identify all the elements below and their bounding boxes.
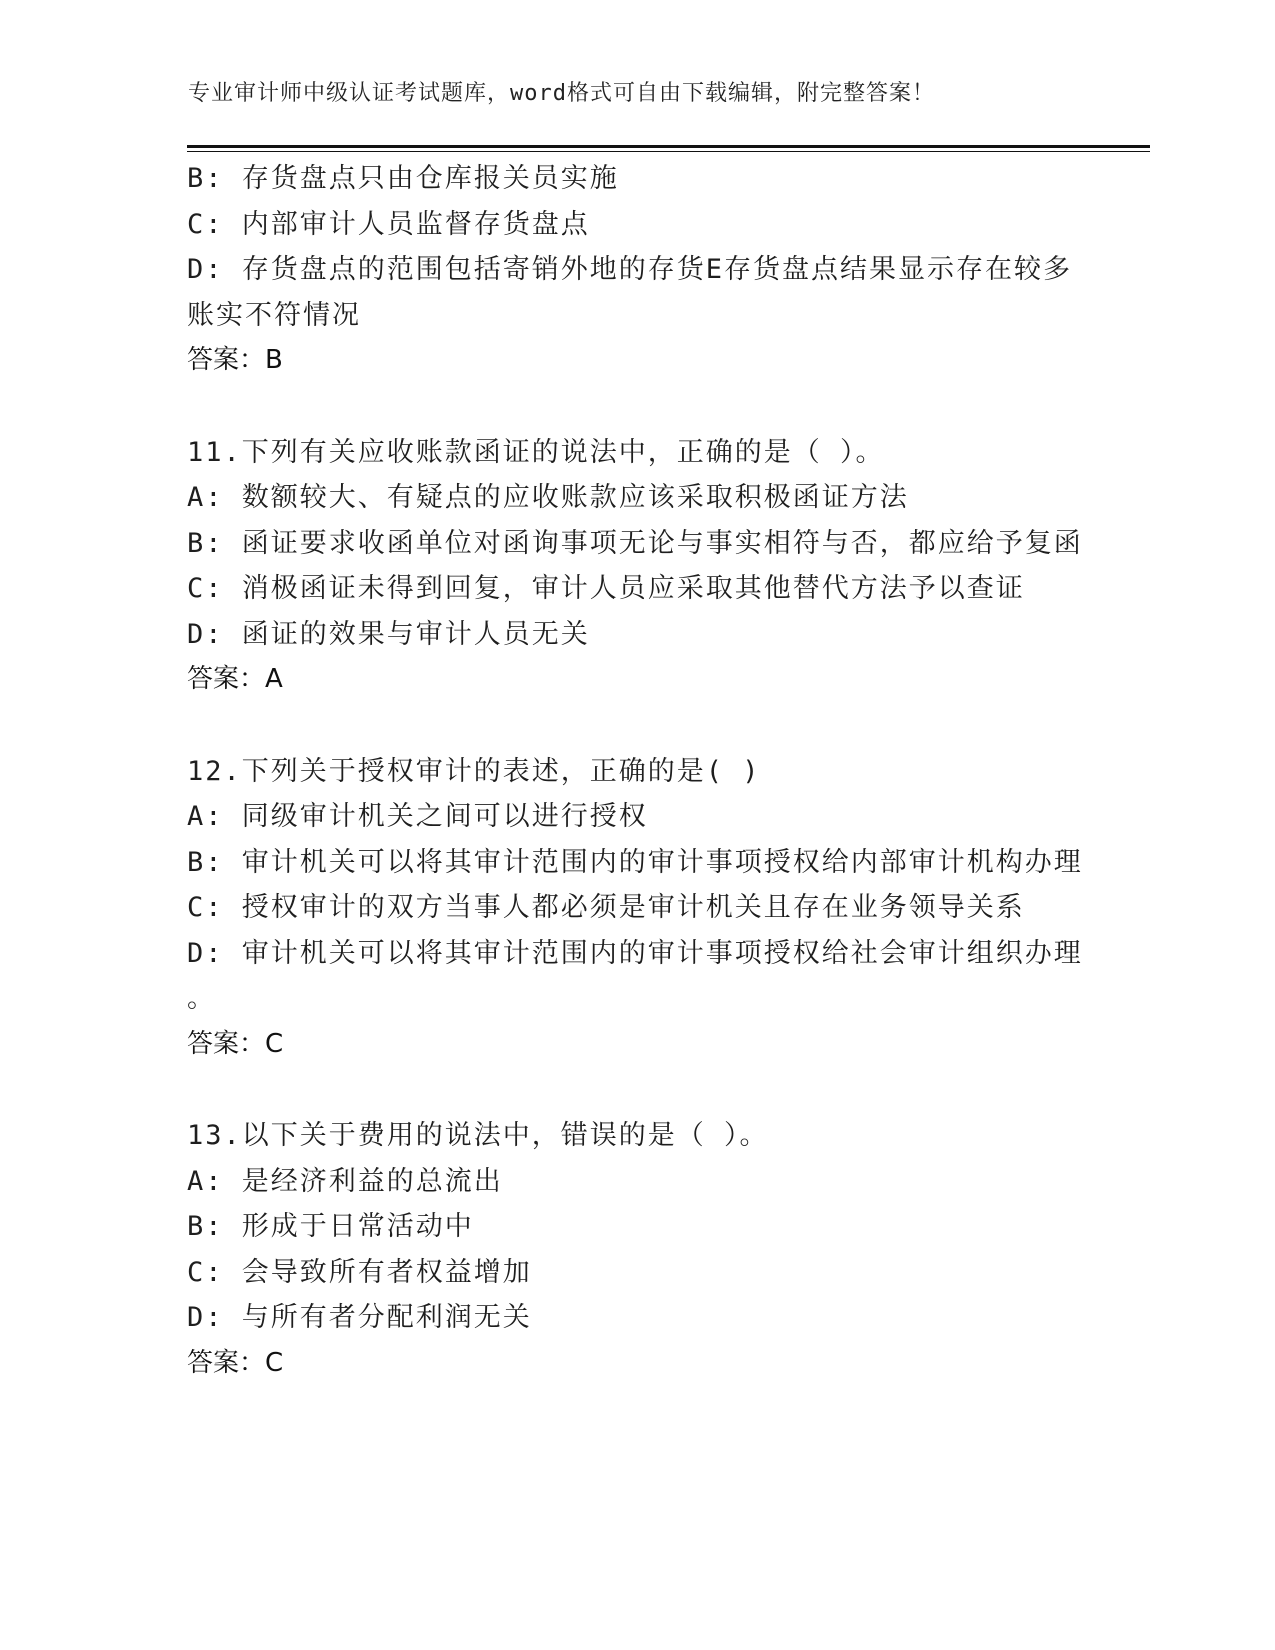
header-rule-thin: [187, 151, 1150, 152]
question-13: [187, 1113, 1087, 1386]
question-stem: 12.下列关于授权审计的表述，正确的是( ): [187, 755, 761, 787]
page-header: 专业审计师中级认证考试题库，word格式可自由下载编辑，附完整答案！: [188, 81, 935, 106]
option-d: D: 函证的效果与审计人员无关: [187, 618, 590, 650]
option-b: B: 存货盘点只由仓库报关员实施: [187, 163, 619, 194]
option-c: C: 会导致所有者权益增加: [187, 1256, 532, 1288]
option-b: B: 函证要求收函单位对函询事项无论与事实相符与否，都应给予复函: [187, 527, 1083, 559]
option-c: C: 消极函证未得到回复，审计人员应采取其他替代方法予以查证: [187, 573, 1025, 604]
option-a: A: 同级审计机关之间可以进行授权: [187, 801, 648, 832]
option-a: A: 是经济利益的总流出: [187, 1165, 503, 1197]
answer-line: 答案：B: [187, 345, 283, 375]
option-d: D: 审计机关可以将其审计范围内的审计事项授权给社会审计组织办理: [187, 937, 1083, 969]
option-c: C: 内部审计人员监督存货盘点: [187, 208, 590, 240]
spacer: [187, 703, 1087, 749]
header-rule-thick: [187, 145, 1150, 148]
option-a: A: 数额较大、有疑点的应收账款应该采取积极函证方法: [187, 482, 909, 513]
answer-line: 答案：C: [187, 1347, 284, 1378]
spacer: [187, 384, 1087, 430]
question-12: [187, 749, 1087, 1068]
option-c: C: 授权审计的双方当事人都必须是审计机关且存在业务领导关系: [187, 892, 1025, 923]
option-b: B: 审计机关可以将其审计范围内的审计事项授权给内部审计机构办理: [187, 846, 1083, 878]
question-content: [187, 156, 1087, 1386]
option-b: B: 形成于日常活动中: [187, 1211, 474, 1242]
option-d-continuation: 。: [187, 983, 216, 1014]
question-stem: 13.以下关于费用的说法中，错误的是（ ）。: [187, 1120, 769, 1151]
spacer: [187, 1067, 1087, 1113]
option-d: D: 存货盘点的范围包括寄销外地的存货E存货盘点结果显示存在较多: [187, 254, 1073, 285]
option-d: D: 与所有者分配利润无关: [187, 1302, 532, 1333]
option-d-continuation: 账实不符情况: [187, 299, 361, 331]
continued-question: [187, 156, 1087, 384]
question-11: [187, 430, 1087, 703]
question-stem: 11.下列有关应收账款函证的说法中，正确的是（ ）。: [187, 436, 885, 468]
answer-line: 答案：C: [187, 1028, 284, 1059]
answer-line: 答案：A: [187, 664, 283, 694]
